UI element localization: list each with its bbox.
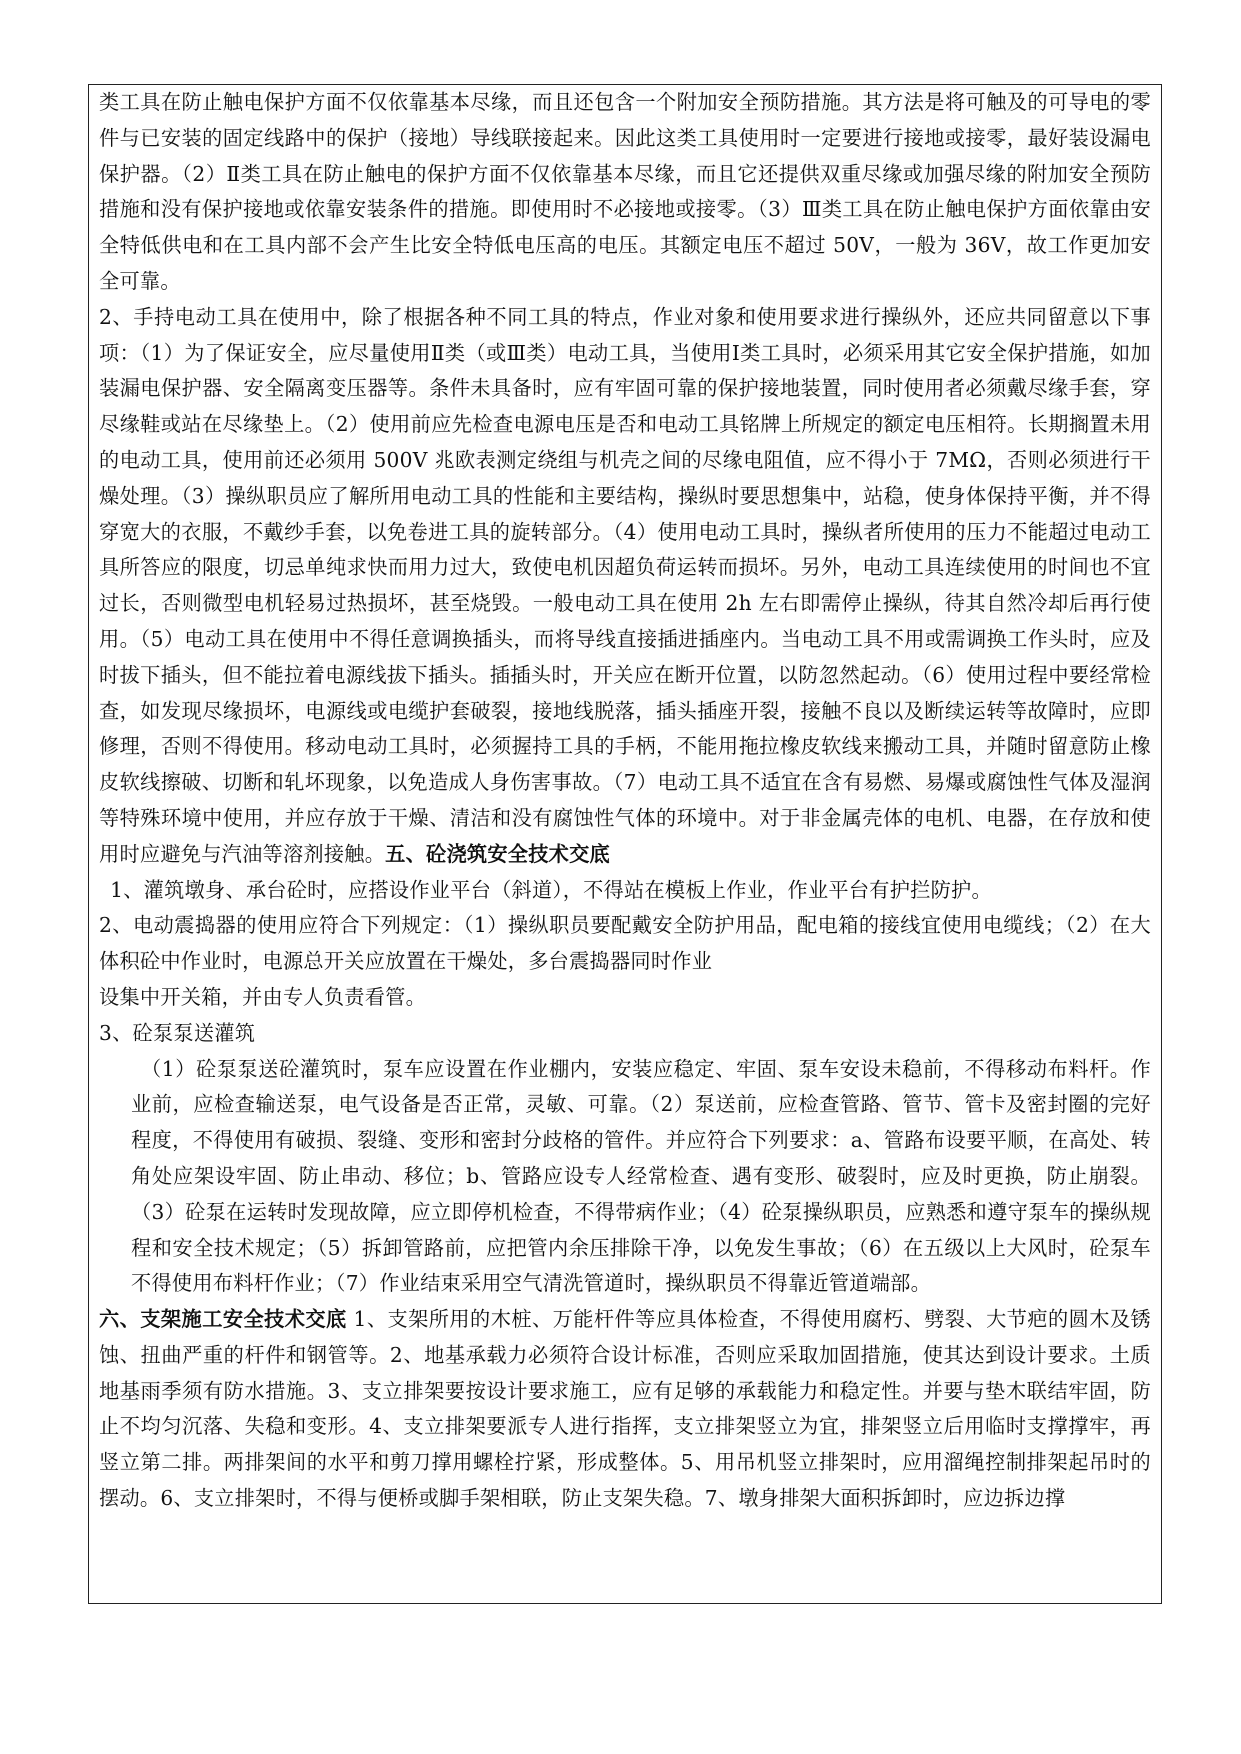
paragraph-pier-pouring: 1、灌筑墩身、承台砼时，应搭设作业平台（斜道），不得站在模板上作业，作业平台有护拦防护。 — [110, 877, 992, 902]
paragraph-vibrator-rules: 2、电动震捣器的使用应符合下列规定：（1）操纵职员要配戴安全防护用品，配电箱的接线宜使用电缆线；（2）在大体积砼中作业时，电源总开关应放置在干燥处，多台震捣器同时作业 — [99, 913, 1151, 974]
paragraph-handheld-tools — [99, 300, 1151, 873]
paragraph-class-tools: 类工具在防止触电保护方面不仅依靠基本尽缘，而且还包含一个附加安全预防措施。其方法是将可触及的可导电的零件与已安装的固定线路中的保护（接地）导线联接起来。因此这类工具使用时一定要进行接地或接零，最好装设漏电保护器。（2）Ⅱ类工具在防止触电的保护方面不仅依靠基本尽缘，而且它还提供双重尽缘或加强尽缘的附加安全预防措施和没有保护接地或依靠安装条件的措施。即使用时不必接地或接零。（3）Ⅲ类工具在防止触电保护方面依靠由安全特低供电和在工具内部不会产生比安全特低电压高的电压。其额定电压不超过 50V，一般为 36V，故工作更加安全可靠。 — [99, 90, 1151, 293]
paragraph-support-frame — [99, 1302, 1151, 1517]
paragraph-pump-heading: 3、砼泵泵送灌筑 — [99, 1020, 256, 1045]
section-heading-concrete-pouring: 五、砼浇筑安全技术交底 — [385, 841, 610, 866]
paragraph-support-frame-text: 1、支架所用的木桩、万能杆件等应具体检查，不得使用腐朽、劈裂、大节疤的圆木及锈蚀、扭曲严重的杆件和钢管等。2、地基承载力必须符合设计标准，否则应采取加固措施，使其达到设计要求。土质地基雨季须有防水措施。3、支立排架要按设计要求施工，应有足够的承载能力和稳定性。并要与垫木联结牢固，防止不均匀沉落、失稳和变形。4、支立排架要派专人进行指挥，支立排架竖立为宜，排架竖立后用临时支撑撑牢，再竖立第二排。两排架间的水平和剪刀撑用螺栓拧紧，形成整体。5、用吊机竖立排架时，应用溜绳控制排架起吊时的摆动。6、支立排架时，不得与便桥或脚手架相联，防止支架失稳。7、墩身排架大面积拆卸时，应边拆边撑 — [99, 1307, 1151, 1511]
document-frame — [88, 84, 1162, 1604]
paragraph-handheld-tools-text: 2、手持电动工具在使用中，除了根据各种不同工具的特点，作业对象和使用要求进行操纵外，还应共同留意以下事项：（1）为了保证安全，应尽量使用Ⅱ类（或Ⅲ类）电动工具，当使用Ⅰ类工具时，必须采用其它安全保护措施，如加装漏电保护器、安全隔离变压器等。条件未具备时，应有牢固可靠的保护接地装置，同时使用者必须戴尽缘手套，穿尽缘鞋或站在尽缘垫上。（2）使用前应先检查电源电压是否和电动工具铭牌上所规定的额定电压相符。长期搁置未用的电动工具，使用前还必须用 500V 兆欧表测定绕组与机壳之间的尽缘电阻值，应不得小于 7MΩ，否则必须进行干燥处理。（3）操纵职员应了解所用电动工具的性能和主要结构，操纵时要思想集中，站稳，使身体保持平衡，并不得穿宽大的衣服，不戴纱手套，以免卷进工具的旋转部分。（4）使用电动工具时，操纵者所使用的压力不能超过电动工具所答应的限度，切忌单纯求快而用力过大，致使电机因超负荷运转而损坏。另外，电动工具连续使用的时间也不宜过长，否则微型电机轻易过热损坏，甚至烧毁。一般电动工具在使用 2h 左右即需停止操纵，待其自然冷却后再行使用。（5）电动工具在使用中不得任意调换插头，而将导线直接插进插座内。当电动工具不用或需调换工作头时，应及时拔下插头，但不能拉着电源线拔下插头。插插头时，开关应在断开位置，以防忽然起动。（6）使用过程中要经常检查，如发现尽缘损坏，电源线或电缆护套破裂，接地线脱落，插头插座开裂，接触不良以及断续运转等故障时，应即修理，否则不得使用。移动电动工具时，必须握持工具的手柄，不能用拖拉橡皮软线来搬动工具，并随时留意防止橡皮软线擦破、切断和轧坏现象，以免造成人身伤害事故。（7）电动工具不适宜在含有易燃、易爆或腐蚀性气体及湿润等特殊环境中使用，并应存放于干燥、清洁和没有腐蚀性气体的环境中。对于非金属壳体的电机、电器，在存放和使用时应避免与汽油等溶剂接触。 — [99, 304, 1151, 866]
section-heading-support-frame: 六、支架施工安全技术交底 — [99, 1307, 347, 1332]
paragraph-switch-box: 设集中开关箱，并由专人负责看管。 — [99, 984, 427, 1009]
paragraph-pump-details — [99, 1052, 1151, 1303]
paragraph-pump-details-text: （1）砼泵泵送砼灌筑时，泵车应设置在作业棚内，安装应稳定、牢固、泵车安设未稳前，不得移动布料杆。作业前，应检查输送泵，电气设备是否正常，灵敏、可靠。（2）泵送前，应检查管路、管节、管卡及密封圈的完好程度，不得使用有破损、裂缝、变形和密封分歧格的管件。并应符合下列要求：a、管路布设要平顺，在高处、转角处应架设牢固、防止串动、移位；b、管路应设专人经常检查、遇有变形、破裂时，应及时更换，防止崩裂。（3）砼泵在运转时发现故障，应立即停机检查，不得带病作业；（4）砼泵操纵职员，应熟悉和遵守泵车的操纵规程和安全技术规定；（5）拆卸管路前，应把管内余压排除干净，以免发生事故；（6）在五级以上大风时，砼泵车不得使用布料杆作业；（7）作业结束采用空气清洗管道时，操纵职员不得靠近管道端部。 — [131, 1056, 1151, 1296]
